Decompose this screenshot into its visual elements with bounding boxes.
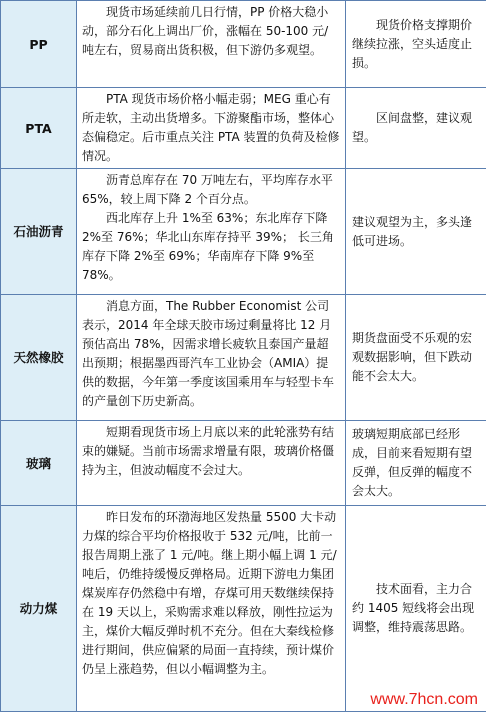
table-row	[1, 421, 486, 506]
analysis-cell	[77, 421, 346, 506]
category-cell: 石油沥青	[1, 169, 77, 295]
analysis-cell	[77, 506, 346, 712]
view-cell	[346, 506, 486, 712]
analysis-cell	[77, 88, 346, 169]
view-text: 期货盘面受不乐观的宏观数据影响，但下跌动能不会太大。	[352, 331, 473, 383]
view-cell	[346, 88, 486, 169]
analysis-cell	[77, 1, 346, 88]
category-cell: 动力煤	[1, 506, 77, 712]
analysis-paragraph: 短期看现货市场上月底以来的此轮涨势有结束的嫌疑。当前市场需求增量有限，玻璃价格僵持为主，但波动幅度不会过大。	[82, 425, 335, 477]
view-text: 建议观望为主，多头逢低可进场。	[352, 214, 473, 248]
view-text: 玻璃短期底部已经形成，目前来看短期有望反弹，但反弹的幅度不会太大。	[352, 427, 473, 498]
table-row	[1, 169, 486, 295]
view-text: 区间盘整，建议观望。	[352, 111, 473, 144]
analysis-cell	[77, 169, 346, 295]
view-cell	[346, 169, 486, 295]
table-row	[1, 295, 486, 421]
table-row	[1, 88, 486, 169]
category-cell: 玻璃	[1, 421, 77, 506]
analysis-paragraph: PTA 现货市场价格小幅走弱；MEG 重心有所走软，主动出货增多。下游聚酯市场，整体心态偏稳定。后市重点关注 PTA 装置的负荷及检修情况。	[82, 92, 340, 163]
site-watermark: www.7hcn.com	[370, 691, 478, 708]
view-text: 技术面看，主力合约 1405 短线将会出现调整，维持震荡思路。	[352, 582, 475, 634]
view-text: 现货价格支撑期价继续拉涨，空头适度止损。	[352, 17, 473, 70]
analysis-paragraph: 现货市场延续前几日行情，PP 价格大稳小动，部分石化上调出厂价，涨幅在 50-100 元/吨左右，贸易商出货积极，但下游仍多观望。	[82, 5, 329, 57]
category-cell: 天然橡胶	[1, 295, 77, 421]
analysis-paragraph: 西北库存上升 1%至 63%；东北库存下降 2%至 76%；华北山东库存持平 39%； 长三角库存下降 2%至 69%；华南库存下降 9%至 78%。	[82, 211, 334, 282]
analysis-cell	[77, 295, 346, 421]
analysis-paragraph: 沥青总库存在 70 万吨左右，平均库存水平 65%，较上周下降 2 个百分点。	[82, 173, 333, 206]
view-cell	[346, 421, 486, 506]
view-cell	[346, 295, 486, 421]
analysis-paragraph: 昨日发布的环渤海地区发热量 5500 大卡动力煤的综合平均价格报收于 532 元/吨，比前一报告周期上涨了 1 元/吨。继上期小幅上调 1 元/吨后，仍维持缓慢反弹格局。近期下游电力集团煤炭库存仍然稳中有增，存煤可用天数继续保持在 19 天以上，采购需求难以释放，刚性拉运为主，煤价大幅反弹时机不充分。但在大秦线检修进行期间，供应偏紧的局面一直持续，预计煤价仍呈上涨趋势，但以小幅调整为主。	[82, 510, 337, 676]
category-cell: PP	[1, 1, 77, 88]
table-row	[1, 1, 486, 88]
category-cell: PTA	[1, 88, 77, 169]
view-cell	[346, 1, 486, 88]
analysis-paragraph: 消息方面，The Rubber Economist 公司表示，2014 年全球天胶市场过剩量将比 12 月预估高出 78%，因需求增长疲软且泰国产量超出预期；根据墨西哥汽车工业协会（AMIA）提供的数据，今年第一季度该国乘用车与轻型卡车的产量创下历史新高。	[82, 299, 335, 408]
table-row	[1, 506, 486, 712]
